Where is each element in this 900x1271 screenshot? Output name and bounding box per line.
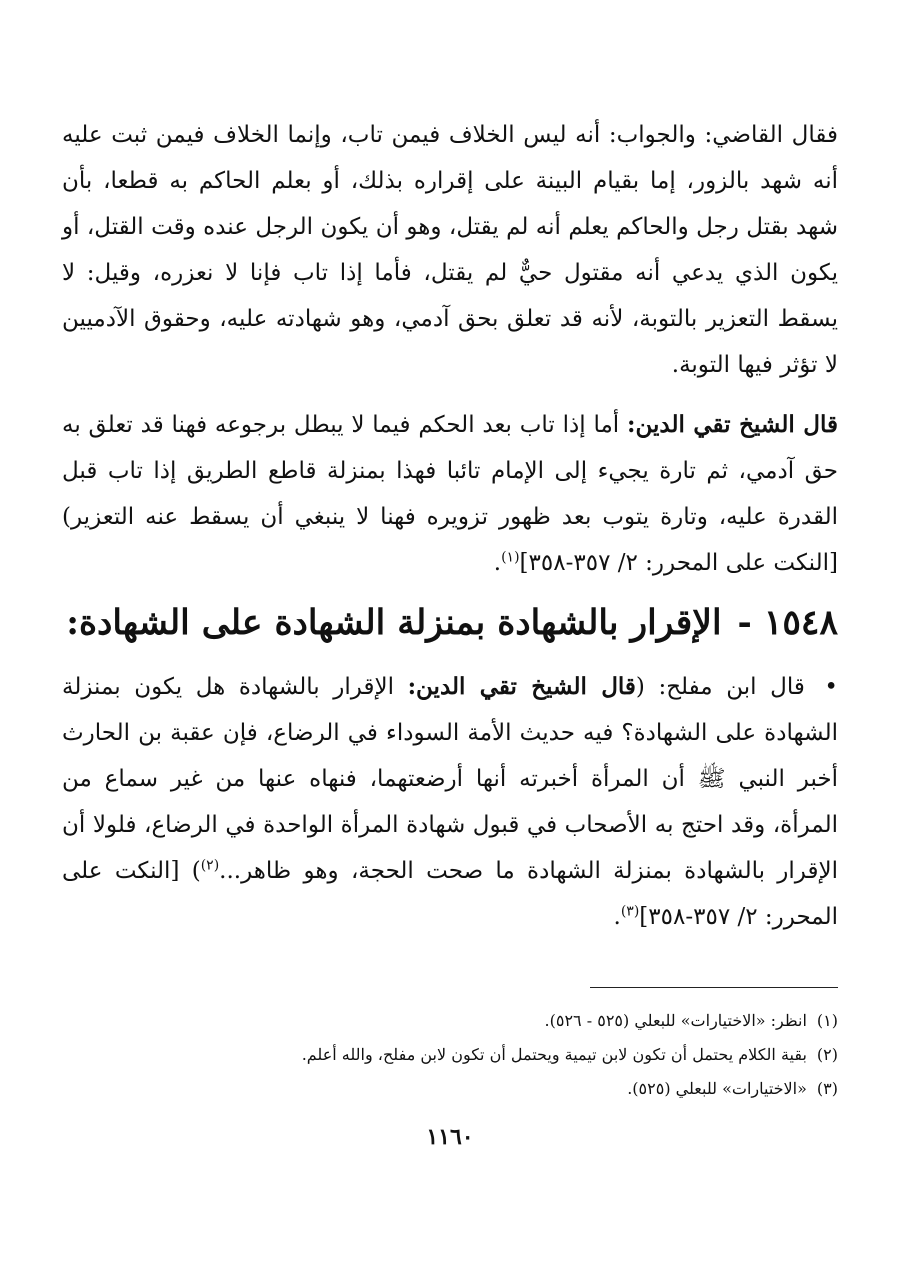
footnote-ref-2[interactable]: (٢)	[200, 857, 220, 874]
footnote-3	[62, 1072, 838, 1106]
page-number: ١١٦٠	[426, 1124, 474, 1150]
section-number: ١٥٤٨	[763, 603, 838, 643]
section-heading	[62, 600, 838, 646]
footnote-text: انظر: «الاختيارات» للبعلي (٥٢٥ - ٥٢٦).	[544, 1011, 807, 1030]
paragraph-end: .	[493, 550, 502, 576]
speaker-label: قال الشيخ تقي الدين:	[407, 673, 636, 700]
footnote-2	[62, 1038, 838, 1072]
footnote-ref-1[interactable]: (١)	[501, 549, 520, 566]
paragraph-text: أما إذا تاب بعد الحكم فيما لا يبطل برجوعه فهنا قد تعلق به حق آدمي، ثم تارة يجيء إلى الإمام تائبا فهذا بمنزلة قاطع الطريق إذا تاب قبل القدرة عليه، وتارة يتوب بعد ظهور تزويره فهنا لا ينبغي أن يسقط عنه التعزير) [النكت على المحرر: ٢/ ٣٥٧-٣٥٨]	[62, 412, 838, 576]
bullet-icon: •	[824, 674, 838, 700]
main-text	[62, 112, 838, 954]
paragraph-intro: قال ابن مفلح: (	[635, 674, 805, 700]
footnotes	[62, 1004, 838, 1106]
footnote-marker: (٢)	[816, 1045, 838, 1064]
paragraph-end: .	[613, 904, 621, 930]
footnote-text: بقية الكلام يحتمل أن تكون لابن تيمية ويحتمل أن تكون لابن مفلح، والله أعلم.	[301, 1045, 807, 1064]
paragraph-taqi-al-din	[62, 402, 838, 586]
section-title: الإقرار بالشهادة بمنزلة الشهادة على الشهادة:	[66, 603, 722, 643]
speaker-label: قال الشيخ تقي الدين:	[627, 411, 839, 438]
footnote-marker: (٣)	[816, 1079, 838, 1098]
section-separator: -	[737, 603, 752, 643]
footnote-ref-3[interactable]: (٣)	[620, 903, 640, 920]
footnote-text: «الاختيارات» للبعلي (٥٢٥).	[627, 1079, 807, 1098]
paragraph-qadi-answer	[62, 112, 838, 388]
paragraph-text: الإقرار بالشهادة هل يكون بمنزلة الشهادة على الشهادة؟ فيه حديث الأمة السوداء في الرضاع، فإن عقبة بن الحارث أخبر النبي ﷺ أن المرأة أخبرته أنها أرضعتهما، فنهاه عنها من غير سماع من المرأة، وقد احتج به الأصحاب في قبول شهادة المرأة الواحدة في الرضاع، فلولا أن الإقرار بالشهادة بمنزلة الشهادة ما صحت الحجة، وهو ظاهر...	[62, 674, 838, 884]
footnote-1	[62, 1004, 838, 1038]
footnote-divider	[590, 987, 838, 988]
paragraph-text: فقال القاضي: والجواب: أنه ليس الخلاف فيمن تاب، وإنما الخلاف فيمن ثبت عليه أنه شهد بالزور، إما بقيام البينة على إقراره بذلك، أو بعلم الحاكم به قطعا، بأن شهد بقتل رجل والحاكم يعلم أنه لم يقتل، وهو أن يكون الرجل عنده وقت القتل، أو يكون الذي يدعي أنه مقتول حيٌّ لم يقتل، فأما إذا تاب فإنا لا نعزره، وقيل: لا يسقط التعزير بالتوبة، لأنه قد تعلق بحق آدمي، وهو شهادته عليه، وحقوق الآدميين لا تؤثر فيها التوبة.	[62, 122, 838, 378]
paragraph-ibn-muflih	[62, 664, 838, 940]
footnote-marker: (١)	[816, 1011, 838, 1030]
citation-text: ) [النكت على المحرر: ٢/ ٣٥٧-٣٥٨]	[62, 858, 838, 930]
